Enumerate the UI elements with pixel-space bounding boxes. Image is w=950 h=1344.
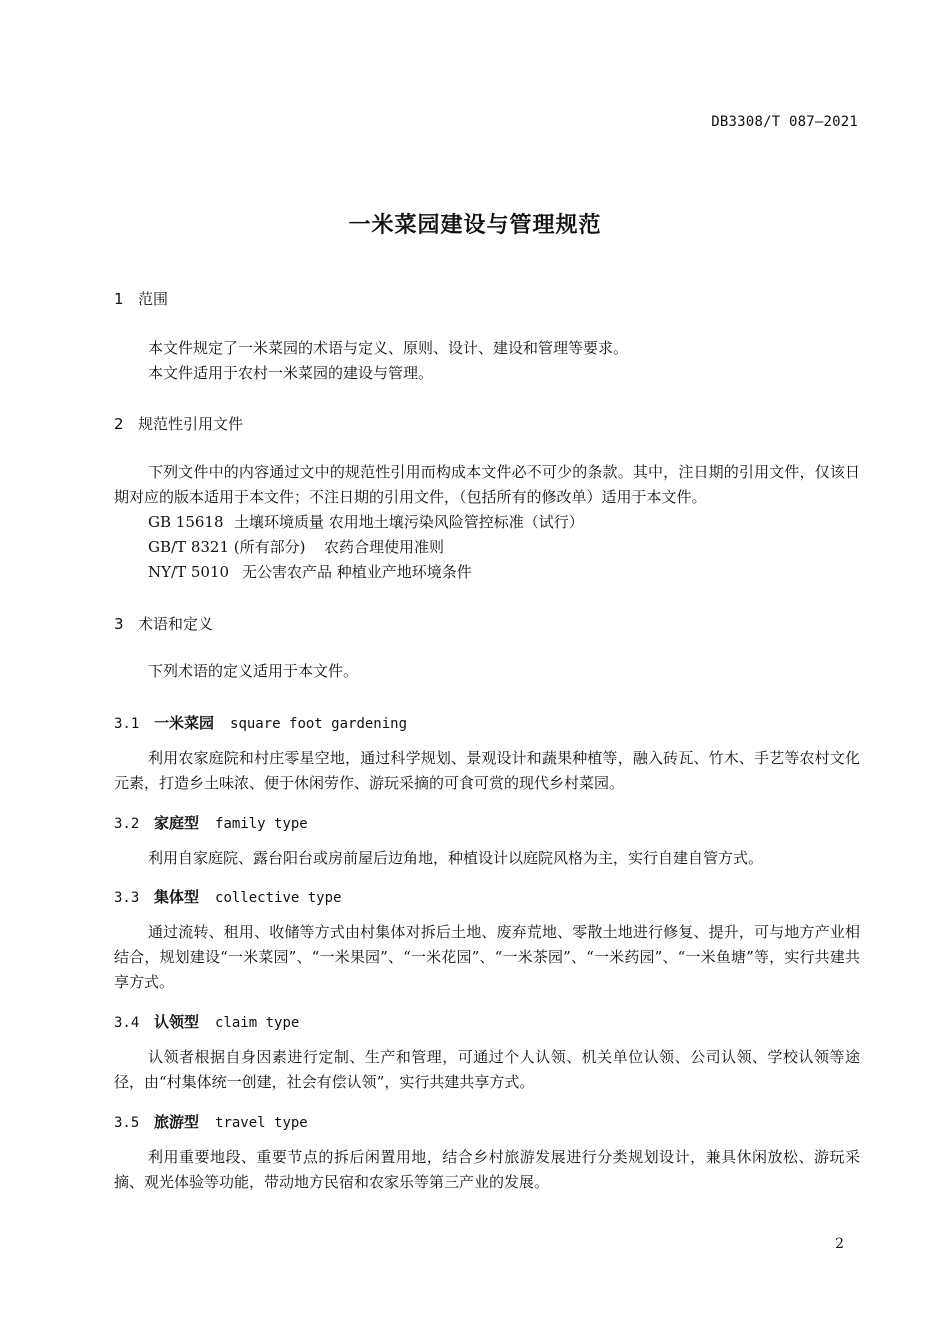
term-name-en: family type (215, 816, 308, 832)
paragraph: 本文件适用于农村一米菜园的建设与管理。 (148, 364, 434, 382)
term-name-zh: 旅游型 (154, 1113, 200, 1131)
section-1-heading (114, 288, 168, 309)
reference-item (148, 560, 472, 585)
term-definition: 认领者根据自身因素进行定制、生产和管理，可通过个人认领、机关单位认领、公司认领、学校认领等途径，由“村集体统一创建，社会有偿认领”，实行共建共享方式。 (114, 1048, 860, 1091)
term-name-zh: 认领型 (154, 1013, 200, 1031)
section-2-heading (114, 413, 243, 434)
section-title: 规范性引用文件 (138, 415, 244, 433)
section-title: 术语和定义 (138, 615, 214, 633)
reference-code: GB 15618 (148, 513, 224, 531)
term-name-zh: 家庭型 (154, 814, 200, 832)
term-name-en: square foot gardening (230, 716, 408, 732)
reference-item (148, 535, 444, 560)
term-definition: 利用农家庭院和村庄零星空地，通过科学规划、景观设计和蔬果种植等，融入砖瓦、竹木、手艺等农村文化元素，打造乡土味浓、便于休闲劳作、游玩采摘的可食可赏的现代乡村菜园。 (114, 749, 860, 792)
section-3-heading (114, 613, 213, 634)
term-number: 3.5 (114, 1115, 140, 1131)
section-number: 2 (114, 415, 124, 433)
reference-code: GB/T 8321 (所有部分) (148, 538, 306, 556)
reference-name: 农药合理使用准则 (324, 538, 445, 556)
page-number: 2 (835, 1236, 844, 1252)
paragraph: 本文件规定了一米菜园的术语与定义、原则、设计、建设和管理等要求。 (148, 339, 629, 357)
term-heading (114, 1111, 308, 1132)
term-heading (114, 712, 407, 733)
term-number: 3.2 (114, 816, 140, 832)
term-definition: 利用自家庭院、露台阳台或房前屋后边角地，种植设计以庭院风格为主，实行自建自管方式。 (148, 849, 764, 867)
reference-item (148, 510, 584, 535)
term-name-en: travel type (215, 1115, 308, 1131)
section-number: 1 (114, 290, 124, 308)
term-name-en: claim type (215, 1015, 300, 1031)
term-definition: 利用重要地段、重要节点的拆后闲置用地，结合乡村旅游发展进行分类规划设计，兼具休闲放松、游玩采摘、观光体验等功能，带动地方民宿和农家乐等第三产业的发展。 (114, 1148, 860, 1191)
term-number: 3.4 (114, 1015, 140, 1031)
document-code: DB3308/T 087—2021 (711, 114, 858, 130)
reference-code: NY/T 5010 (148, 563, 230, 581)
term-heading (114, 812, 308, 833)
section-number: 3 (114, 615, 124, 633)
reference-name: 土壤环境质量 农用地土壤污染风险管控标准（试行） (234, 513, 584, 531)
paragraph: 下列术语的定义适用于本文件。 (148, 662, 359, 680)
term-name-en: collective type (215, 890, 342, 906)
paragraph: 下列文件中的内容通过文中的规范性引用而构成本文件必不可少的条款。其中，注日期的引用文件，仅该日期对应的版本适用于本文件；不注日期的引用文件，（包括所有的修改单）适用于本文件。 (114, 463, 860, 506)
term-name-zh: 集体型 (154, 888, 200, 906)
term-definition: 通过流转、租用、收储等方式由村集体对拆后土地、废弃荒地、零散土地进行修复、提升，可与地方产业相结合，规划建设“一米菜园”、“一米果园”、“一米花园”、“一米茶园”、“一米药园”、“一米鱼塘”等，实行共建共享方式。 (114, 923, 860, 991)
term-name-zh: 一米菜园 (154, 714, 215, 732)
term-heading (114, 1011, 299, 1032)
term-heading (114, 886, 341, 907)
reference-name: 无公害农产品 种植业产地环境条件 (242, 563, 472, 581)
term-number: 3.3 (114, 890, 140, 906)
document-title: 一米菜园建设与管理规范 (348, 213, 602, 238)
section-title: 范围 (138, 290, 169, 308)
term-number: 3.1 (114, 716, 140, 732)
